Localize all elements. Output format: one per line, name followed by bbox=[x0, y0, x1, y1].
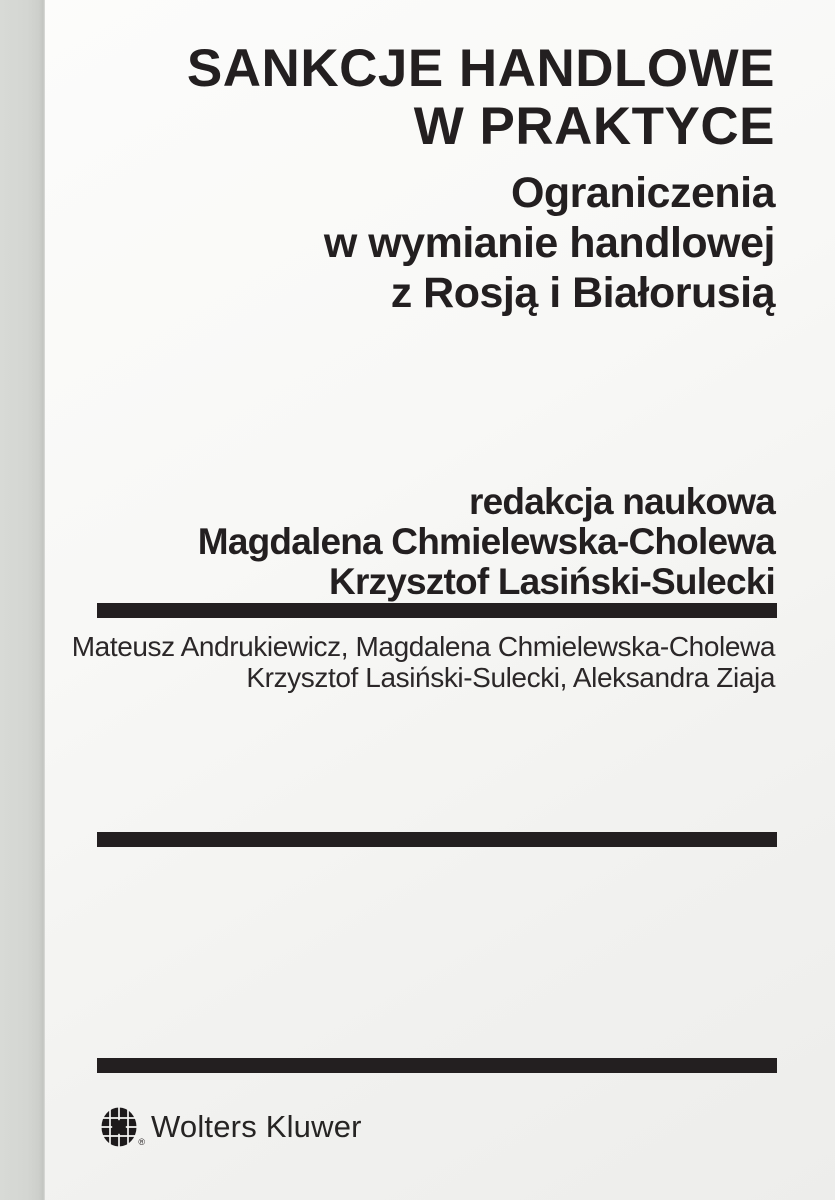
book-spine-edge bbox=[0, 0, 45, 1200]
book-subtitle-line2: w wymianie handlowej bbox=[323, 219, 775, 267]
book-title-line2: W PRAKTYCE bbox=[413, 97, 775, 156]
publisher-logo bbox=[100, 1106, 362, 1148]
book-subtitle-line3: z Rosją i Białorusią bbox=[390, 269, 775, 317]
book-title bbox=[187, 40, 775, 156]
book-title-line1: SANKCJE HANDLOWE bbox=[186, 39, 775, 98]
editors-label: redakcja naukowa bbox=[469, 481, 775, 522]
authors-line2: Krzysztof Lasiński-Sulecki, Aleksandra Ziaja bbox=[246, 662, 775, 693]
editor-name-2: Krzysztof Lasiński-Sulecki bbox=[329, 561, 775, 602]
publisher-name: Wolters Kluwer bbox=[151, 1109, 362, 1144]
divider-bar-1 bbox=[97, 603, 777, 618]
registered-trademark-symbol: ® bbox=[138, 1137, 145, 1147]
divider-bar-2 bbox=[97, 832, 777, 847]
authors-block bbox=[72, 631, 775, 693]
divider-bar-3 bbox=[97, 1058, 777, 1073]
book-subtitle-line1: Ograniczenia bbox=[510, 169, 775, 217]
wolters-kluwer-globe-icon bbox=[100, 1106, 145, 1148]
editor-name-1: Magdalena Chmielewska-Cholewa bbox=[197, 521, 775, 562]
authors-line1: Mateusz Andrukiewicz, Magdalena Chmielewska-Cholewa bbox=[71, 631, 775, 662]
editors-block bbox=[198, 482, 775, 602]
book-subtitle bbox=[187, 168, 775, 318]
title-block bbox=[187, 40, 775, 318]
